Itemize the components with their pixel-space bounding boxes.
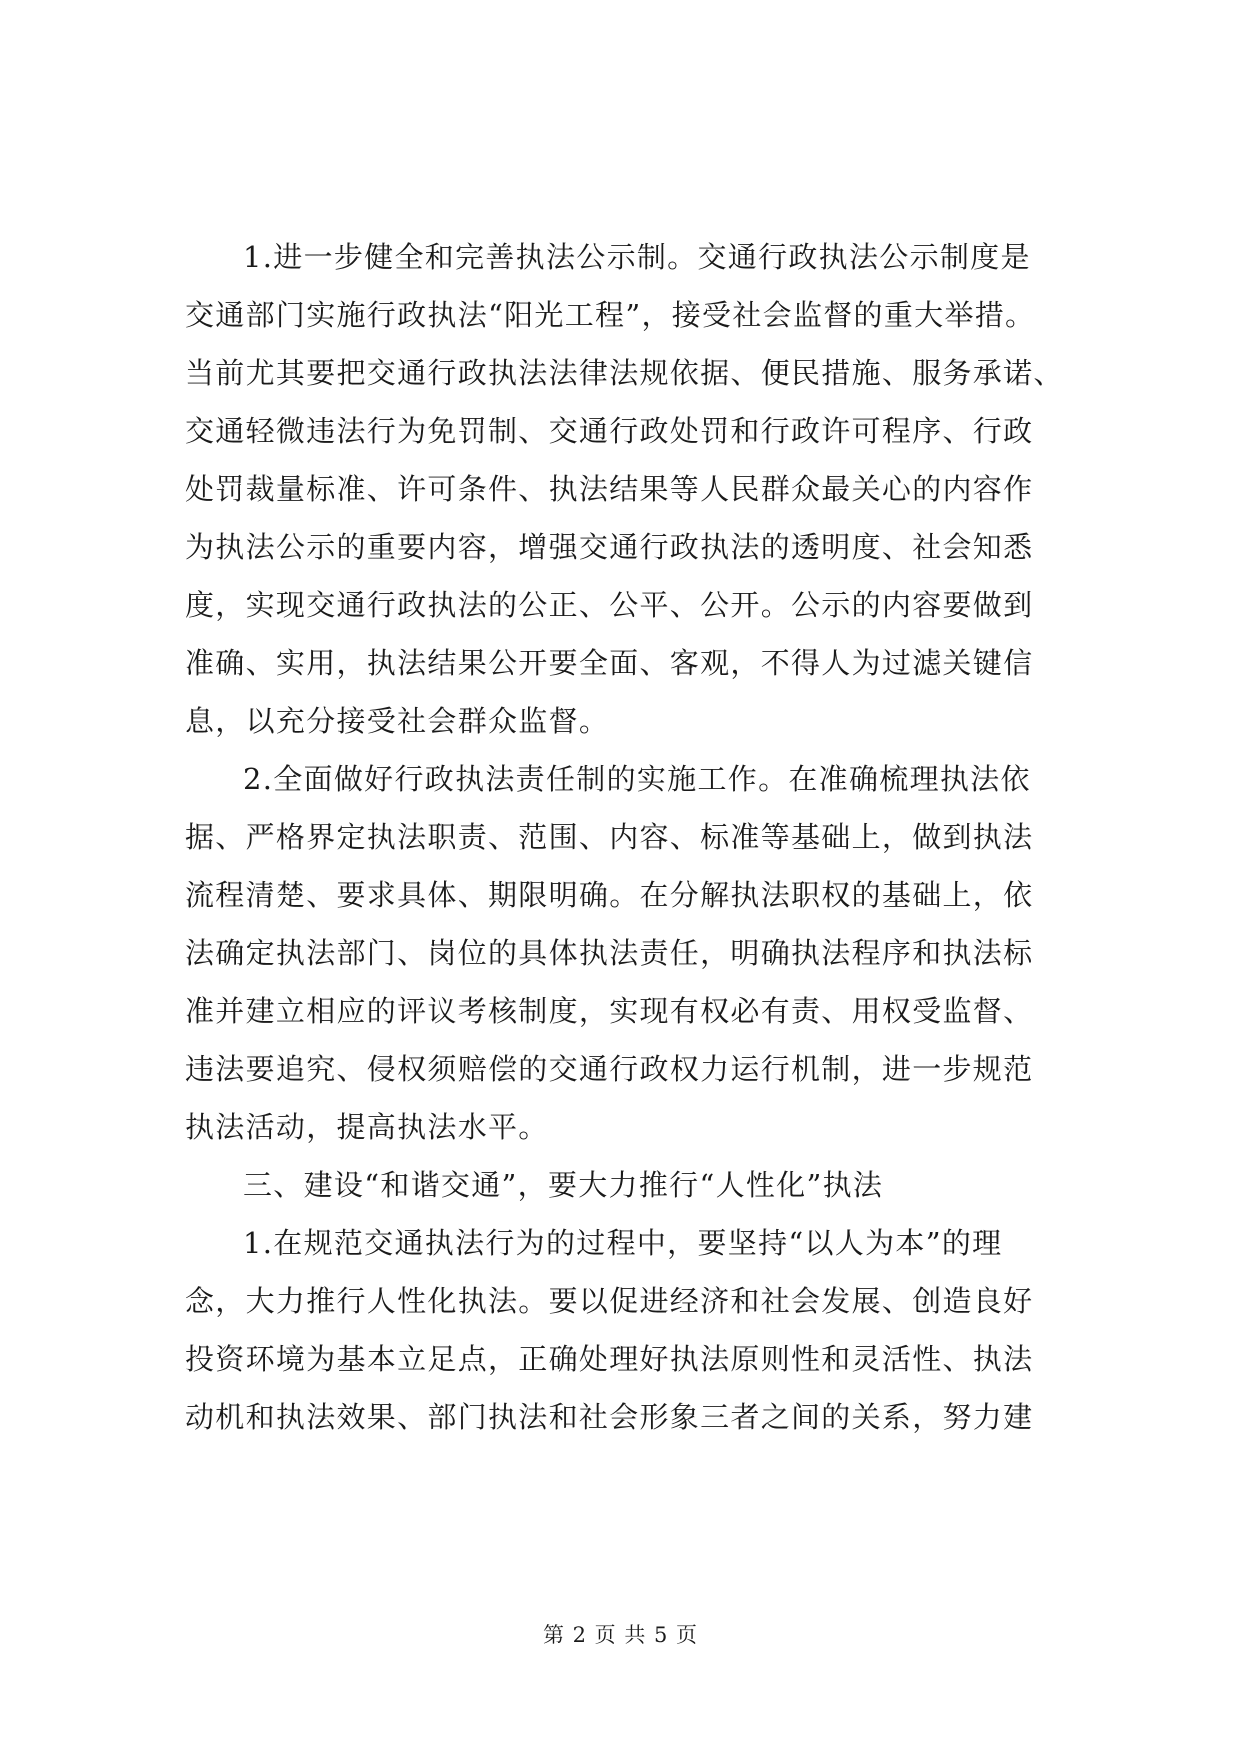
- paragraph-2-line-5: 准并建立相应的评议考核制度，实现有权必有责、用权受监督、: [185, 994, 1034, 1028]
- paragraph-1-line-5: 处罚裁量标准、许可条件、执法结果等人民群众最关心的内容作: [185, 472, 1034, 506]
- paragraph-1-line-2: 交通部门实施行政执法“阳光工程”，接受社会监督的重大举措。: [185, 298, 1036, 332]
- paragraph-1-line-6: 为执法公示的重要内容，增强交通行政执法的透明度、社会知悉: [185, 530, 1034, 564]
- document-body: [185, 228, 1085, 1446]
- paragraph-1-line-4: 交通轻微违法行为免罚制、交通行政处罚和行政许可程序、行政: [185, 414, 1034, 448]
- paragraph-2-line-2: 据、严格界定执法职责、范围、内容、标准等基础上，做到执法: [185, 820, 1034, 854]
- paragraph-2-line-6: 违法要追究、侵权须赔偿的交通行政权力运行机制，进一步规范: [185, 1052, 1034, 1086]
- paragraph-1-line-1: 1.进一步健全和完善执法公示制。交通行政执法公示制度是: [243, 240, 1031, 274]
- paragraph-1-line-9: 息，以充分接受社会群众监督。: [185, 704, 610, 738]
- page-number-footer: 第 2 页 共 5 页: [542, 1623, 699, 1647]
- paragraph-3-line-2: 念，大力推行人性化执法。要以促进经济和社会发展、创造良好: [185, 1284, 1034, 1318]
- paragraph-1-line-8: 准确、实用，执法结果公开要全面、客观，不得人为过滤关键信: [185, 646, 1034, 680]
- paragraph-2-line-4: 法确定执法部门、岗位的具体执法责任，明确执法程序和执法标: [185, 936, 1034, 970]
- paragraph-3-line-1: 1.在规范交通执法行为的过程中，要坚持“以人为本”的理: [243, 1226, 1003, 1260]
- paragraph-2-line-1: 2.全面做好行政执法责任制的实施工作。在准确梳理执法依: [243, 762, 1031, 796]
- paragraph-3-line-3: 投资环境为基本立足点，正确处理好执法原则性和灵活性、执法: [185, 1342, 1034, 1376]
- paragraph-2-line-3: 流程清楚、要求具体、期限明确。在分解执法职权的基础上，依: [185, 878, 1034, 912]
- section-heading-3: 三、建设“和谐交通”，要大力推行“人性化”执法: [243, 1168, 884, 1202]
- paragraph-1-line-7: 度，实现交通行政执法的公正、公平、公开。公示的内容要做到: [185, 588, 1034, 622]
- paragraph-2-line-7: 执法活动，提高执法水平。: [185, 1110, 549, 1144]
- paragraph-1-line-3: 当前尤其要把交通行政执法法律法规依据、便民措施、服务承诺、: [185, 356, 1064, 390]
- paragraph-3-line-4: 动机和执法效果、部门执法和社会形象三者之间的关系，努力建: [185, 1400, 1034, 1434]
